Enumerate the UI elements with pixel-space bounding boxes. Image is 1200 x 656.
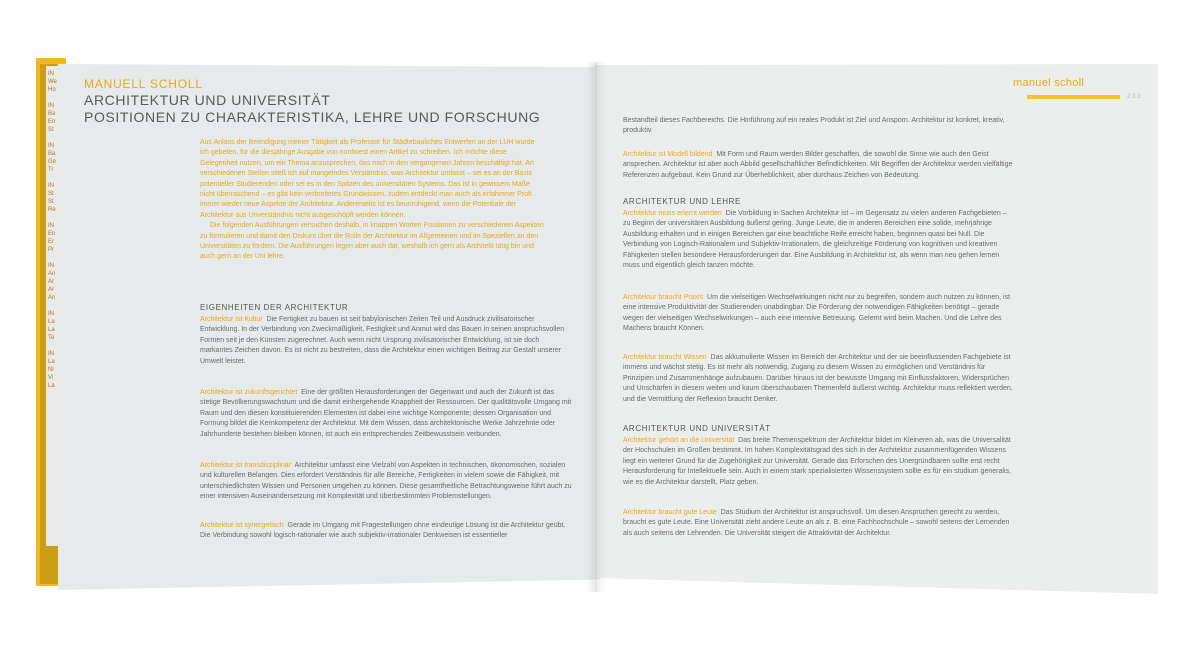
author-name: MANUELL SCHOLL — [84, 77, 203, 91]
label-transdisziplinaer: Architektur ist transdisziplinär — [200, 462, 292, 469]
intro-paragraph-2: Die folgenden Ausführungen versuchen deshalb, in knappen Worten Positionen zu verschiedenen Aspekten zu formulieren und damit den Diskurs über die Rolle der Architektur im Allgemeinen und im Speziellen an den Universitäten zu fördern. Die Ausführungen legen aber auch dar, weshalb ich gern als Architekt tätig bin und auch gern an der Uni lehre. — [200, 222, 544, 261]
paragraph-transdisziplinaer — [200, 461, 572, 503]
text-transdisziplinaer: Architektur umfasst eine Vielzahl von Aspekten in technischen, ökonomischen, sozialen und kulturellen Belangen. Dies erfordert Verständnis für alle Bereiche, Fertigkeiten in vielem sowie die Fähigkeit, mit unterschiedlichsten Wissen und Personen umgehen zu können. Diese gesamtheitliche Betrachtungsweise führt auch zu einer intensiven Auseinandersetzung mit Komplexität und überbestimmten Problemstellungen. — [200, 462, 572, 501]
paragraph-continued: Bestandteil dieses Fachbereichs. Die Hinführung auf ein reales Produkt ist Ziel und Ansporn. Architektur ist konkret, kreativ, produktiv. — [623, 117, 1005, 135]
text-kultur: Die Fertigkeit zu bauen ist seit babylonischen Zeiten Teil und Ausdruck zivilisatorischer Entwicklung. In der Verbindung von Zweckmäßigkeit, Festigkeit und Anmut wird das Bauen in seinen anspruchsvollen Formen seit je den Künsten zugerechnet. Auch wenn nicht Ursprung zivilisatorischer Entwicklung, ist sie doch markantes Zeichen davon. Es ist nicht zu bestreiten, dass die Architektur einen wichtigen Beitrag zur Gestalt unserer Umwelt leistet. — [200, 316, 565, 365]
paragraph-zukunft — [200, 388, 572, 440]
label-synergetisch: Architektur ist synergetisch — [200, 522, 284, 529]
paragraph-kultur — [200, 315, 572, 367]
text-synergetisch: Gerade im Umgang mit Fragestellungen ohne eindeutige Lösung ist die Architektur geübt. Die Verbindung sowohl logisch-rationaler wie auch subjektiv-irrationaler Denkweisen ist essentieller — [200, 522, 566, 540]
label-modell: Architektur ist Modell bildend — [623, 151, 713, 158]
text-leute: Das Studium der Architektur ist anspruchsvoll. Um diesen Ansprüchen gerecht zu werden, braucht es gute Leute. Eine Universität zieht andere Leute an als z. B. eine Fachhochschule – sowohl seitens der Lernenden als auch seitens der Lehrenden. Die Universität steigert die Attraktivität der Architektur. — [623, 509, 1010, 537]
label-praxis: Architektur braucht Praxis — [623, 294, 704, 301]
header-accent-bar — [1027, 95, 1120, 99]
book-gutter — [586, 62, 606, 592]
page-number: 2 3 3 — [1127, 94, 1141, 100]
text-praxis: Um die vielseitigen Wechselwirkungen nicht nur zu begreifen, sondern auch nutzen zu können, ist eine intensive Produktivität der Studierenden unabdingbar. Die Förderung der notwendigen Fähigkeiten benötigt – gerade wegen der vielseitigen Wechselwirkungen – auch eine intensive Betreuung. Gelernt wird beim Machen. Und die Lehre des Machens braucht Können. — [623, 294, 1011, 333]
paragraph-leute — [623, 508, 1013, 539]
paragraph-modell — [623, 150, 1013, 181]
label-erlernt: Architektur muss erlernt werden — [623, 210, 722, 217]
label-wissen: Architektur braucht Wissen — [623, 354, 707, 361]
text-modell: Mit Form und Raum werden Bilder geschaffen, die sowohl die Sinne wie auch den Geist ansprechen. Architektur ist aber auch Abbild gesellschaftlicher Befindlichkeiten. Mit Begriffen der Architektur werden vielfältige Referenzen aufgebaut. Kein Grund zur Überheblichkeit, aber durchaus Zeichen von Bedeutung. — [623, 151, 1013, 179]
underlying-page-letters: IN We Ho IN Ba En St IN Ba Ge Tr IN St St Re IN En Er Pr IN An Ar Ar An IN La La Te IN La Ni Vi La — [48, 71, 57, 389]
label-kultur: Architektur ist Kultur — [200, 316, 263, 323]
paragraph-praxis — [623, 293, 1013, 335]
label-zukunft: Architektur ist zukunftsgerichtet — [200, 389, 298, 396]
intro-paragraph-1: Aus Anlass der Beendigung meiner Tätigkeit als Professor für Städtebauliches Entwerfen an der LUH wurde ich gebeten, für die diesjährige Ausgabe von nordwest einen Artikel zu schreiben. Ich möchte diese Gelegenheit nutzen, um ein Thema anzusprechen, das mich in den vergangenen Jahren beschäftigt hat. An verschiedenen Stellen stieß ich auf mangelndes Verständnis, was Architektur umfasst – sei es an der Basis potentieller Studierenden oder sei es in den Spitzen des universitären Systems. Das ist in gewissem Maße nicht überraschend – es gibt kein verbreitetes Grundwissen, zudem entdeckt man auch als erfahrener Profi immer wieder neue Aspekte der Architektur. Andererseits ist es beunruhigend, wenn die Potentiale der Architektur aus Unverständnis nicht ausgeschöpft werden können. — [200, 139, 535, 219]
paragraph-synergetisch — [200, 521, 572, 542]
running-header: manuel scholl — [1013, 77, 1085, 89]
text-wissen: Das akkumulierte Wissen im Bereich der Architektur und der sie beeinflussenden Fachgebiete ist immens und wächst stetig. Es ist mehr als notwendig, Zugang zu diesem Wissen zu ermöglichen und Verständnis für Prinzipien und Zusammenhänge aufzubauen. Darüber hinaus ist der bewusste Umgang mit Einflussfaktoren, Widersprüchen und Unschärfen in diesem weiten und kaum überschaubaren Themenfeld äußerst wichtig. Architektur muss reflektiert werden, und die Vermittlung der Reflexion braucht Denker. — [623, 354, 1013, 403]
page-title — [84, 92, 540, 126]
text-erlernt: Die Vorbildung in Sachen Architektur ist – im Gegensatz zu vielen anderen Fachgebieten – zu Beginn der universitären Ausbildung äußerst gering. Junge Leute, die in anderen Bereichen eine solide, mehrjährige Ausbildung erhalten und in einigen Bereichen gar eine beachtliche Reife erreicht haben, beginnen quasi bei Null. Die Verbindung von Logisch-Rationalem und Subjektiv-Irrationalem, die gleichzeitige Förderung von kognitiven und kreativen Fähigkeiten stellen besondere Herausforderungen dar. Eine Ausbildung in Architektur ist, als wenn man neu gehen lernen muss und eigentlich gleich tanzen möchte. — [623, 210, 1007, 270]
paragraph-wissen — [623, 353, 1013, 405]
section-heading-lehre: ARCHITEKTUR UND LEHRE — [623, 197, 741, 206]
label-universitaet: Architektur gehört an die Universität — [623, 437, 735, 444]
title-line-1: ARCHITEKTUR UND UNIVERSITÄT — [84, 92, 331, 108]
paragraph-erlernt — [623, 209, 1013, 271]
text-universitaet: Das breite Themenspektrum der Architektur bildet im Kleineren ab, was die Universalität der Hochschulen im Großen bestimmt. Im hohen Komplexitätsgrad des sich in der Architektur zusammenfügenden Wissens liegt ein weiterer Grund für die Zugehörigkeit zur Universität. Gerade das Erforschen des Unergründbaren sollte erst recht Herausforderung für Intellektuelle sein. Auch in einem stark spezialisierten Wissenssystem sollte es für ein studium generalis, wie es die Architektur darstellt, Platz geben. — [623, 437, 1011, 486]
title-line-2: POSITIONEN ZU CHARAKTERISTIKA, LEHRE UND FORSCHUNG — [84, 109, 541, 125]
paragraph-universitaet — [623, 436, 1013, 488]
section-heading-universitaet: ARCHITEKTUR UND UNIVERSITÄT — [623, 424, 771, 433]
text-zukunft: Eine der größten Herausforderungen der Gegenwart und auch der Zukunft ist das stetige Bevölkerungswachstum und die damit einhergehende Knappheit der Ressourcen. Der qualitätsvolle Umgang mit Raum und den diesen konstituierenden Elementen ist dabei eine wichtige Komponente; dessen Organisation und Formung bildet die Kernkompetenz der Architektur. Mit dem Wissen, dass architektonische Werke Jahrzehnte oder Jahrhunderte bestehen bleiben können, ist auch ein entsprechendes Zeitbewusstsein verbunden. — [200, 389, 572, 438]
intro-text — [200, 138, 545, 263]
section-heading-eigenheiten: EIGENHEITEN DER ARCHITEKTUR — [200, 303, 349, 312]
label-leute: Architektur braucht gute Leute — [623, 509, 717, 516]
